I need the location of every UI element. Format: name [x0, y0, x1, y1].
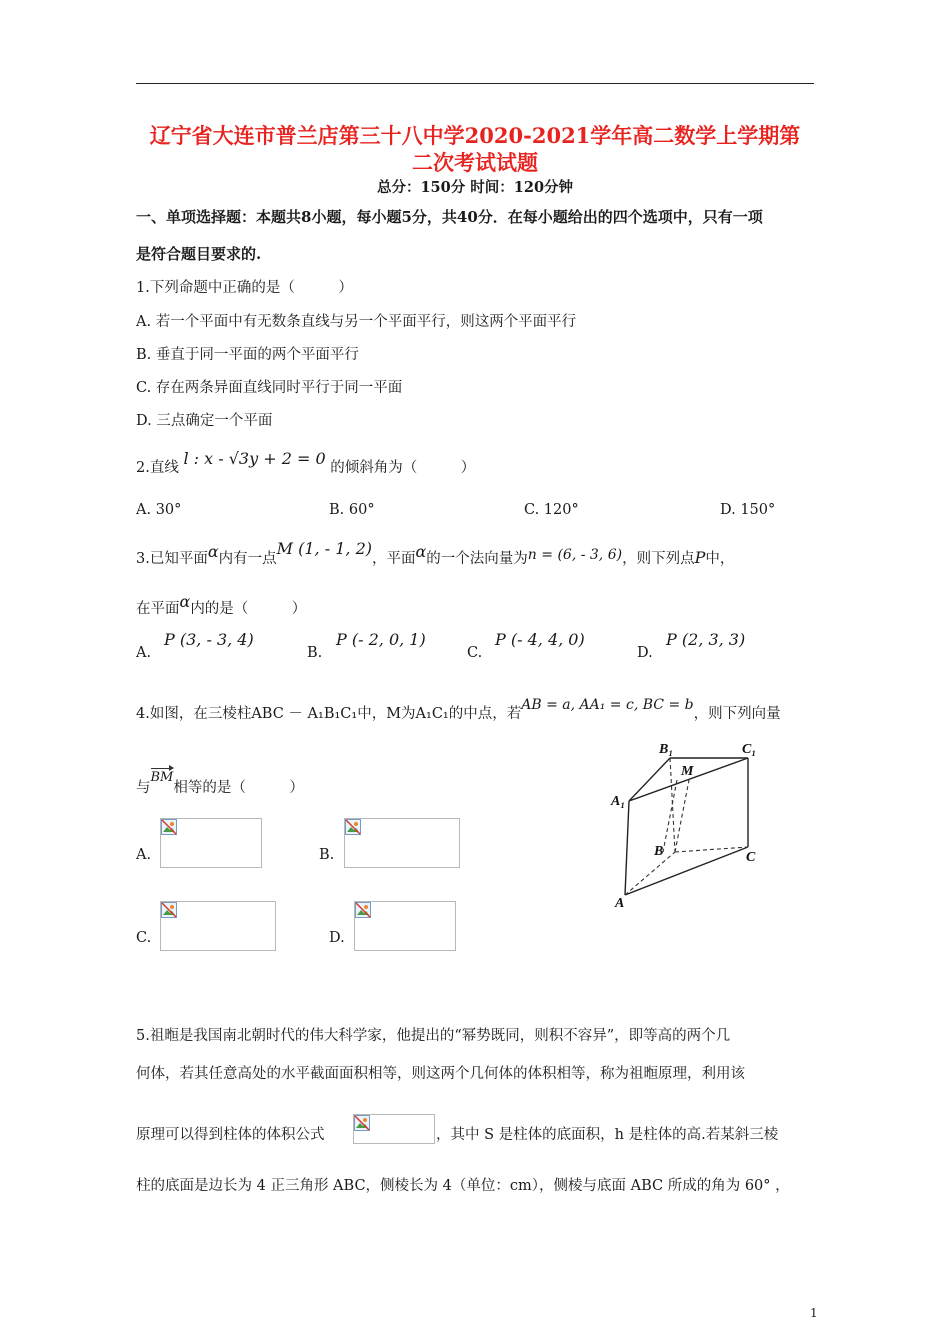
q3-option-a-label: A. — [136, 645, 152, 661]
q4-option-c-label: C. — [136, 930, 152, 946]
q4-option-a-image — [160, 818, 262, 868]
q5-formula-image — [353, 1114, 435, 1144]
q3-option-c-label: C. — [467, 645, 483, 661]
edge-a1b1 — [629, 758, 670, 801]
q4-text-1: 4.如图，在三棱柱ABC － A₁B₁C₁中，M为A₁C₁的中点，若 — [136, 706, 522, 722]
q1-option-a: A. 若一个平面中有无数条直线与另一个平面平行，则这两个平面平行 — [136, 314, 577, 330]
q3-alpha: α — [207, 542, 219, 561]
q4-option-c-image — [160, 901, 276, 951]
edge-bb1 — [670, 758, 675, 852]
header-rule — [136, 83, 814, 84]
q3-option-b-label: B. — [307, 645, 323, 661]
broken-image-icon — [355, 902, 371, 918]
page-number: 1 — [810, 1306, 818, 1320]
q3-option-c: P (- 4, 4, 0) — [495, 630, 585, 649]
q4-line2-text-1: 与 — [136, 780, 151, 796]
q3-text-1: 3.已知平面 — [136, 551, 208, 567]
broken-image-icon — [354, 1115, 370, 1131]
label-m: M — [681, 764, 694, 779]
q4-option-d-label: D. — [329, 930, 345, 946]
title-line-2: 二次考试试题 — [412, 150, 538, 175]
exam-meta: 总分：150分 时间：120分钟 — [376, 179, 574, 196]
section-heading-line-1: 一、单项选择题：本题共8小题，每小题5分，共40分．在每小题给出的四个选项中，只有一项 — [136, 208, 763, 226]
q3-point-m: M (1, - 1, 2) — [276, 539, 372, 558]
q3-alpha-3: α — [179, 592, 191, 611]
q1-stem: 1.下列命题中正确的是（ ） — [136, 280, 353, 296]
q4-option-d-image — [354, 901, 456, 951]
label-a: A — [615, 896, 625, 910]
segment-m-guide — [663, 780, 677, 852]
label-b: B — [654, 844, 664, 859]
q3-text-5: ，则下列点 — [622, 551, 695, 567]
q2-stem — [136, 449, 476, 477]
q2-option-a: A. 30° — [136, 502, 182, 518]
q5-line-3a: 原理可以得到柱体的体积公式 — [136, 1127, 325, 1143]
page-title — [136, 122, 814, 176]
q4-vector-defs: AB = a, AA₁ = c, BC = b — [521, 697, 694, 713]
q3-option-d: P (2, 3, 3) — [666, 630, 746, 649]
broken-image-icon — [161, 819, 177, 835]
q3-stem — [136, 539, 735, 568]
q2-option-b: B. 60° — [329, 502, 375, 518]
q4-stem — [136, 697, 781, 723]
q2-option-c: C. 120° — [524, 502, 579, 518]
label-c: C — [746, 850, 756, 865]
q4-stem-line-2 — [136, 770, 304, 797]
q3-normal-vector: n = (6, - 3, 6) — [527, 547, 623, 563]
q1-option-c: C. 存在两条异面直线同时平行于同一平面 — [136, 380, 403, 396]
q4-vector-bm: BM — [150, 770, 174, 785]
q3-text-3: ，平面 — [371, 551, 416, 567]
edge-ac — [625, 847, 748, 895]
q5-line-1: 5.祖暅是我国南北朝时代的伟大科学家，他提出的“幂势既同，则积不容异”，即等高的两个几 — [136, 1028, 731, 1044]
q5-line-4: 柱的底面是边长为 4 正三角形 ABC，侧棱长为 4（单位：cm），侧棱与底面 ABC 所成的角为 60° ， — [136, 1178, 790, 1194]
q4-option-b-label: B. — [319, 847, 335, 863]
q2-line-equation: l : x - √3y + 2 = 0 — [183, 449, 326, 468]
q2-option-d: D. 150° — [720, 502, 776, 518]
title-line-1: 辽宁省大连市普兰店第三十八中学2020-2021学年高二数学上学期第 — [149, 123, 801, 148]
label-c1: C₁ — [742, 742, 757, 757]
prism-figure — [605, 735, 770, 910]
q3-option-a: P (3, - 3, 4) — [164, 630, 254, 649]
q3-stem-line-2 — [136, 592, 307, 618]
q3-text-4: 的一个法向量为 — [426, 551, 528, 567]
q3-option-b: P (- 2, 0, 1) — [336, 630, 426, 649]
section-heading-line-2: 是符合题目要求的. — [136, 245, 262, 263]
q3-point-p: P — [694, 548, 706, 567]
edge-ab — [625, 852, 675, 895]
broken-image-icon — [345, 819, 361, 835]
segment-bm — [675, 780, 689, 852]
q4-line2-text-2: 相等的是（ ） — [173, 780, 304, 796]
q4-option-b-image — [344, 818, 460, 868]
q1-option-d: D. 三点确定一个平面 — [136, 413, 273, 429]
label-b1: B₁ — [659, 742, 674, 757]
q5-line-3b: ，其中 S 是柱体的底面积，h 是柱体的高.若某斜三棱 — [436, 1127, 779, 1143]
q2-suffix: 的倾斜角为（ ） — [330, 460, 476, 476]
q4-option-a-label: A. — [136, 847, 152, 863]
q4-text-2: ，则下列向量 — [693, 706, 781, 722]
q3-alpha-2: α — [415, 542, 427, 561]
q3-text-6: 中， — [705, 551, 735, 567]
q5-line-2: 何体，若其任意高处的水平截面面积相等，则这两个几何体的体积相等，称为祖暅原理，利用该 — [136, 1066, 745, 1082]
q3-line2-text-1: 在平面 — [136, 601, 180, 617]
q1-option-b: B. 垂直于同一平面的两个平面平行 — [136, 347, 359, 363]
q3-line2-text-2: 内的是（ ） — [190, 601, 307, 617]
q3-option-d-label: D. — [637, 645, 653, 661]
broken-image-icon — [161, 902, 177, 918]
q2-prefix: 2.直线 — [136, 460, 179, 476]
label-a1: A₁ — [611, 794, 626, 809]
q3-text-2: 内有一点 — [218, 551, 277, 567]
edge-aa1 — [625, 801, 629, 895]
